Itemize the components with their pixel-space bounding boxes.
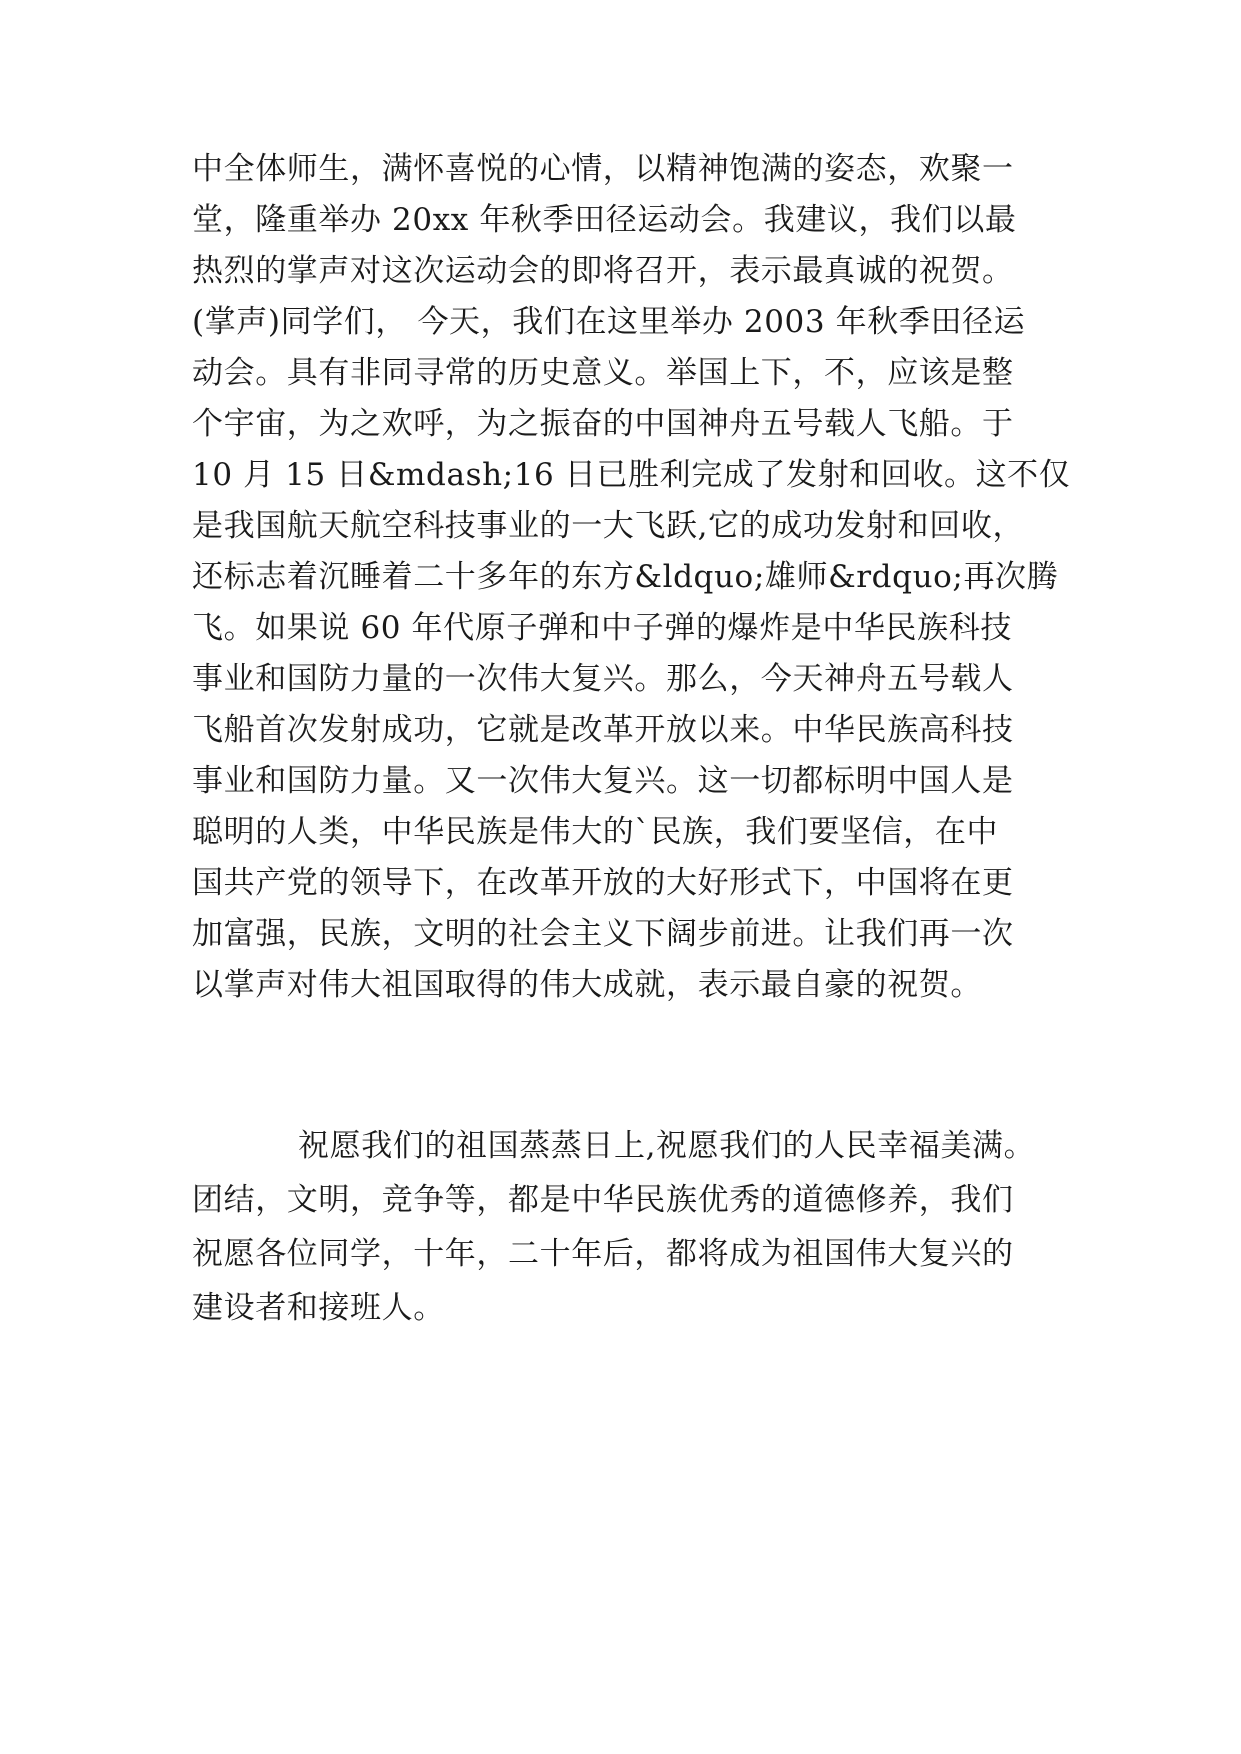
text-line: 事业和国防力量。又一次伟大复兴。这一切都标明中国人是 bbox=[192, 763, 1014, 799]
text-line: 国共产党的领导下，在改革开放的大好形式下，中国将在更 bbox=[192, 865, 1014, 901]
text-line: 祝愿各位同学，十年，二十年后，都将成为祖国伟大复兴的 bbox=[192, 1236, 1014, 1272]
text-line: 飞船首次发射成功，它就是改革开放以来。中华民族高科技 bbox=[192, 712, 1014, 748]
text-line: 聪明的人类，中华民族是伟大的`民族，我们要坚信，在中 bbox=[192, 814, 999, 850]
text-line: 热烈的掌声对这次运动会的即将召开，表示最真诚的祝贺。 bbox=[192, 253, 1014, 289]
text-line: 中全体师生，满怀喜悦的心情，以精神饱满的姿态，欢聚一 bbox=[192, 151, 1014, 187]
text-line: 以掌声对伟大祖国取得的伟大成就，表示最自豪的祝贺。 bbox=[192, 967, 982, 1003]
text-line: 祝愿我们的祖国蒸蒸日上,祝愿我们的人民幸福美满。 bbox=[298, 1128, 1036, 1164]
text-line: 加富强，民族，文明的社会主义下阔步前进。让我们再一次 bbox=[192, 916, 1014, 952]
text-line: (掌声)同学们， 今天，我们在这里举办 2003 年秋季田径运 bbox=[192, 304, 1026, 340]
text-line: 建设者和接班人。 bbox=[192, 1290, 445, 1326]
text-line: 团结，文明，竞争等，都是中华民族优秀的道德修养，我们 bbox=[192, 1182, 1014, 1218]
text-line: 动会。具有非同寻常的历史意义。举国上下，不，应该是整 bbox=[192, 355, 1014, 391]
text-line: 是我国航天航空科技事业的一大飞跃,它的成功发射和回收， bbox=[192, 508, 1025, 544]
text-line: 飞。如果说 60 年代原子弹和中子弹的爆炸是中华民族科技 bbox=[192, 610, 1012, 646]
text-line: 事业和国防力量的一次伟大复兴。那么，今天神舟五号载人 bbox=[192, 661, 1014, 697]
text-line: 10 月 15 日&mdash;16 日已胜利完成了发射和回收。这不仅 bbox=[192, 457, 1071, 493]
text-line: 堂，隆重举办 20xx 年秋季田径运动会。我建议，我们以最 bbox=[192, 202, 1017, 238]
text-line: 还标志着沉睡着二十多年的东方&ldquo;雄师&rdquo;再次腾 bbox=[192, 559, 1059, 595]
text-line: 个宇宙，为之欢呼，为之振奋的中国神舟五号载人飞船。于 bbox=[192, 406, 1014, 442]
